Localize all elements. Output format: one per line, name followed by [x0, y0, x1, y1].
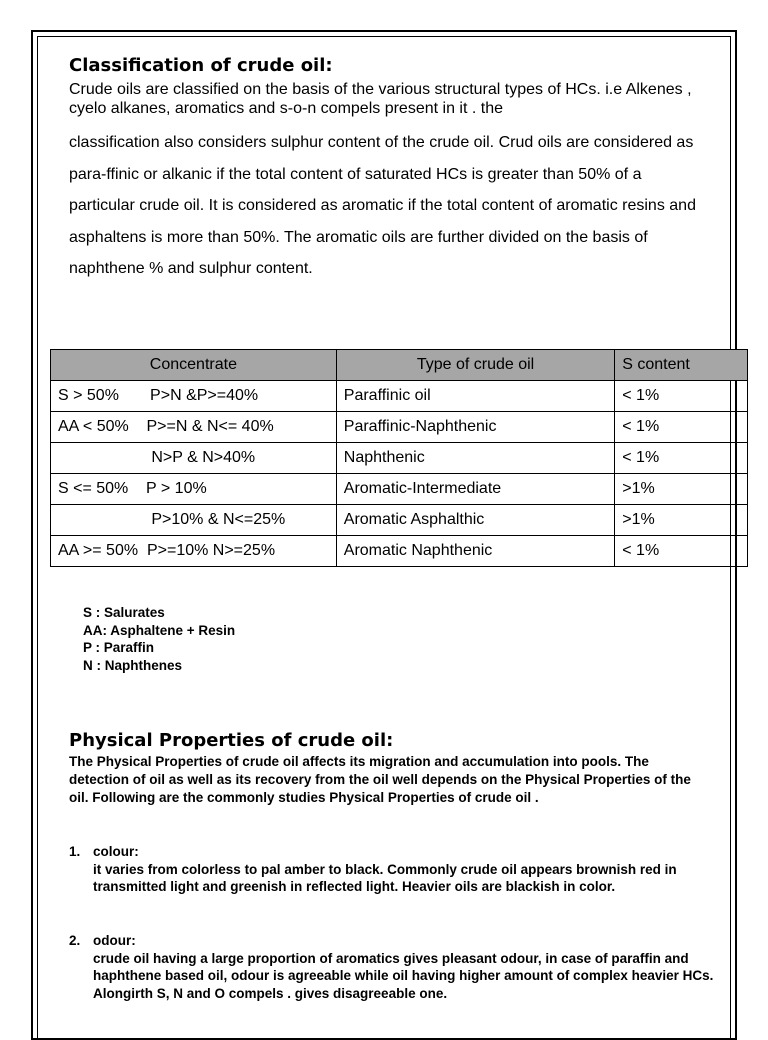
property-title: odour: [93, 933, 136, 948]
cell-concentrate: S > 50% P>N &P>=40% [51, 381, 337, 412]
table-row [51, 505, 748, 536]
legend-item: AA: Asphaltene + Resin [83, 622, 236, 638]
physical-properties-intro: The Physical Properties of crude oil affects its migration and accumulation into pools. The detection of oil as well as its recovery from the oil well depends on the Physical Properties of the oil. Following are the commonly studies Physical Properties of crude oil . [69, 754, 691, 805]
property-text: it varies from colorless to pal amber to black. Commonly crude oil appears brownish red in transmitted light and greenish in reflected light. Heavier oils are blackish in color. [93, 861, 677, 894]
header-concentrate: Concentrate [51, 350, 337, 381]
table-row [51, 536, 748, 567]
physical-properties-heading: Physical Properties of crude oil: [69, 730, 394, 751]
cell-concentrate: S <= 50% P > 10% [51, 474, 337, 505]
abbreviation-legend [83, 604, 235, 674]
cell-concentrate: AA >= 50% P>=10% N>=25% [51, 536, 337, 567]
cell-type: Naphthenic [336, 443, 614, 474]
legend-item: N : Naphthenes [83, 657, 183, 673]
table-row [51, 412, 748, 443]
cell-type: Aromatic Naphthenic [336, 536, 614, 567]
intro-paragraph-first: Crude oils are classified on the basis of the various structural types of HCs. i.e Alkenes , cyelo alkanes, aromatics and s-o-n compels present in it . the [69, 81, 692, 117]
property-item-colour [69, 843, 719, 896]
cell-s-content: >1% [615, 474, 748, 505]
cell-s-content: < 1% [615, 412, 748, 443]
table-header-row [51, 350, 748, 381]
classification-heading: Classification of crude oil: [69, 55, 333, 76]
cell-s-content: >1% [615, 505, 748, 536]
cell-concentrate: P>10% & N<=25% [51, 505, 337, 536]
cell-concentrate: N>P & N>40% [51, 443, 337, 474]
property-number: 2. [69, 933, 81, 948]
crude-classification-table [50, 349, 748, 567]
legend-item: P : Paraffin [83, 640, 155, 655]
cell-type: Aromatic-Intermediate [336, 474, 614, 505]
cell-type: Paraffinic-Naphthenic [336, 412, 614, 443]
table-row [51, 381, 748, 412]
cell-type: Aromatic Asphalthic [336, 505, 614, 536]
cell-concentrate: AA < 50% P>=N & N<= 40% [51, 412, 337, 443]
property-text: crude oil having a large proportion of aromatics gives pleasant odour, in case of paraffin and haphthene based oil, odour is agreeable while oil having higher amount of complex heavier HCs. Alongirth S, N and O compels . gives disagreeable one. [93, 950, 714, 1001]
cell-type: Paraffinic oil [336, 381, 614, 412]
classification-intro-rest [69, 127, 697, 285]
header-s-content: S content [615, 350, 748, 381]
header-type: Type of crude oil [336, 350, 614, 381]
property-item-odour [69, 932, 719, 1002]
intro-paragraph-rest: classification also considers sulphur content of the crude oil. Crud oils are considered as para-ffinic or alkanic if the total content of saturated HCs is greater than 50% of a particular crude oil. It is considered as aromatic if the total content of aromatic resins and asphaltens is more than 50%. The aromatic oils are further divided on the basis of naphthene % and sulphur content. [69, 134, 696, 277]
property-title: colour: [93, 844, 139, 859]
property-number: 1. [69, 844, 81, 859]
classification-intro-first [69, 80, 697, 118]
table-row [51, 443, 748, 474]
cell-s-content: < 1% [615, 381, 748, 412]
legend-item: S : Salurates [83, 605, 165, 620]
table-row [51, 474, 748, 505]
cell-s-content: < 1% [615, 536, 748, 567]
cell-s-content: < 1% [615, 443, 748, 474]
